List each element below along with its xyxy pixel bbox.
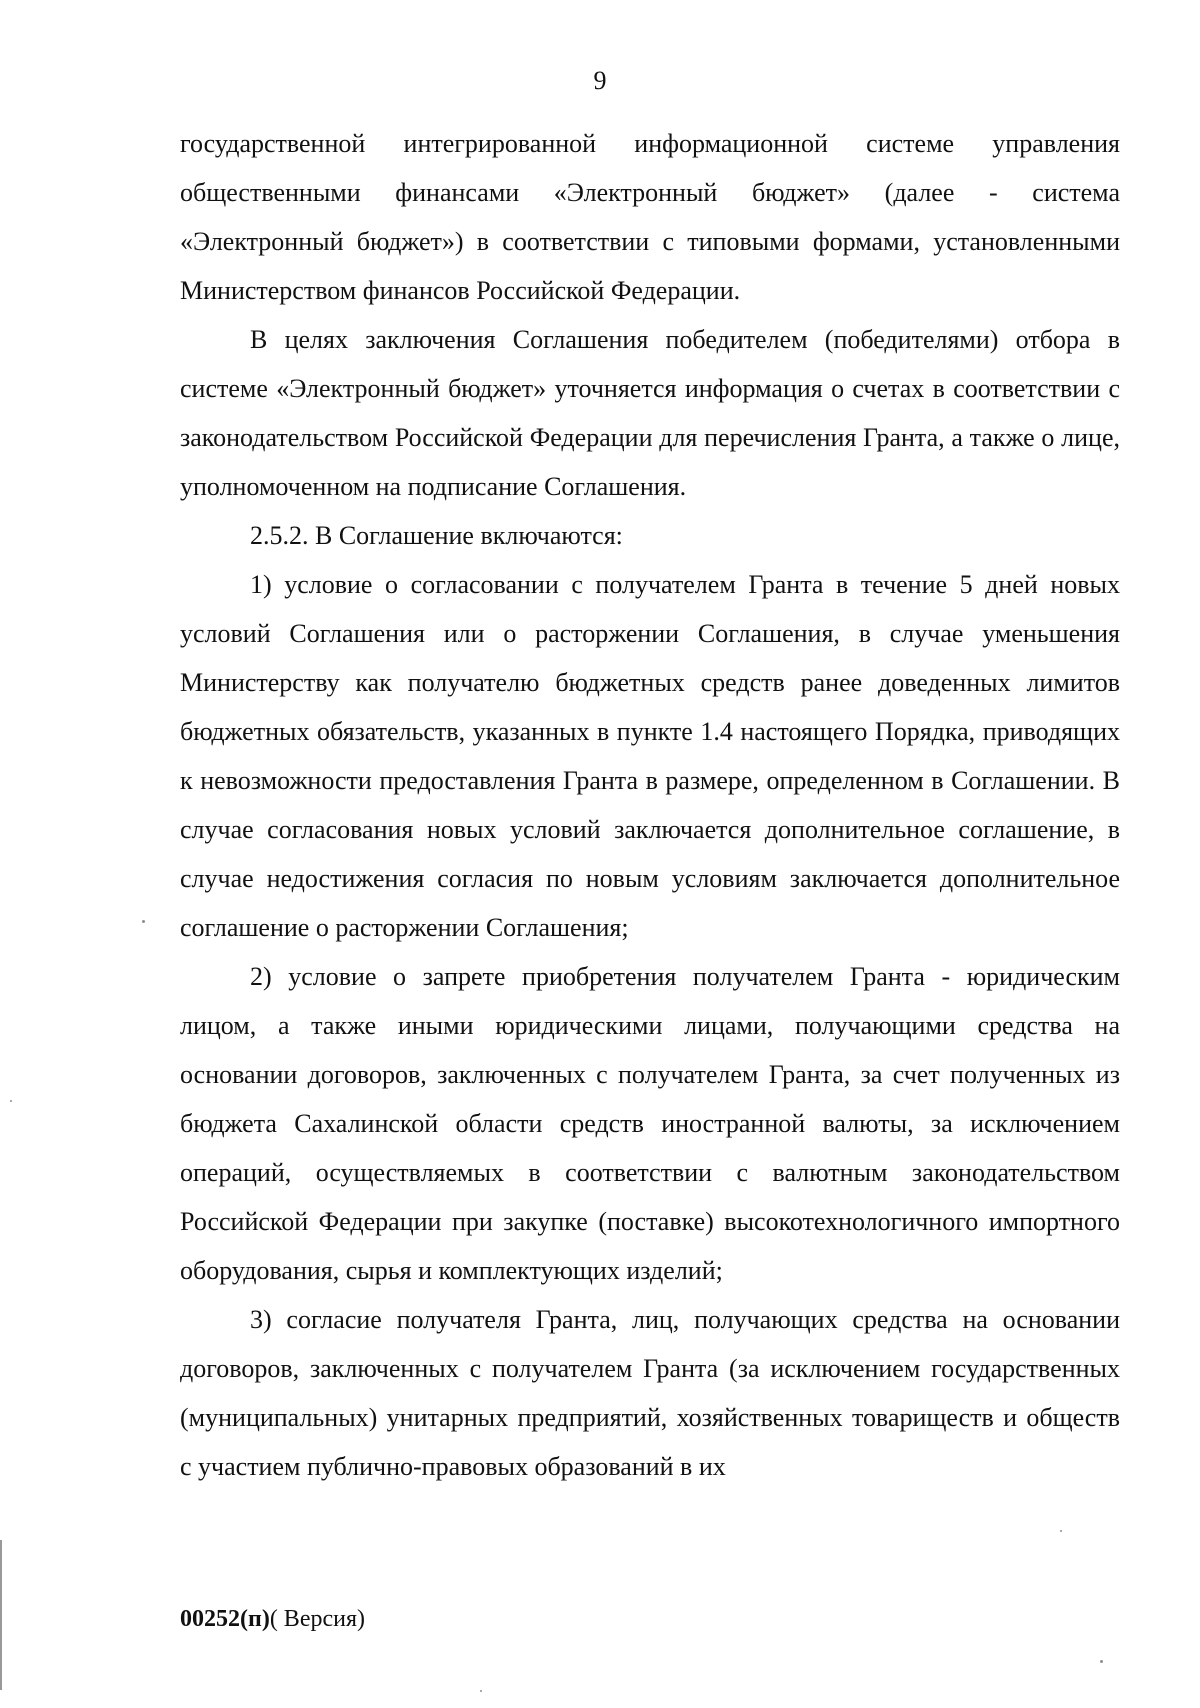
scan-speck bbox=[142, 920, 145, 923]
paragraph-item-1: 1) условие о согласовании с получателем Гранта в течение 5 дней новых условий Соглашения или о расторжении Соглашения, в случае уменьшения Министерству как получателю бюджетных средств ранее доведенных лимитов бюджетных обязательств, указанных в пункте 1.4 настоящего Порядка, приводящих к невозможности предоставления Гранта в размере, определенном в Соглашении. В случае согласования новых условий заключается дополнительное соглашение, в случае недостижения согласия по новым условиям заключается дополнительное соглашение о расторжении Соглашения; bbox=[180, 570, 1120, 942]
scan-speck bbox=[1100, 1660, 1103, 1663]
scan-edge-mark bbox=[0, 1540, 2, 1690]
paragraph-item-2: 2) условие о запрете приобретения получателем Гранта - юридическим лицом, а также иными юридическими лицами, получающими средства на основании договоров, заключенных с получателем Гранта, за счет полученных из бюджета Сахалинской области средств иностранной валюты, за исключением операций, осуществляемых в соответствии с валютным законодательством Российской Федерации при закупке (поставке) высокотехнологичного импортного оборудования, сырья и комплектующих изделий; bbox=[180, 962, 1120, 1285]
paragraph-continuation: государственной интегрированной информационной системе управления общественными финансами «Электронный бюджет» (далее - система «Электронный бюджет») в соответствии с типовыми формами, установленными Министерством финансов Российской Федерации. bbox=[180, 129, 1120, 305]
paragraph-clause-2-5-2: 2.5.2. В Соглашение включаются: bbox=[250, 521, 623, 550]
paragraph-agreement-conclusion: В целях заключения Соглашения победителем (победителями) отбора в системе «Электронный бюджет» уточняется информация о счетах в соответствии с законодательством Российской Федерации для перечисления Гранта, а также о лице, уполномоченном на подписание Соглашения. bbox=[180, 325, 1120, 501]
paragraph-item-3: 3) согласие получателя Гранта, лиц, получающих средства на основании договоров, заключенных с получателем Гранта (за исключением государственных (муниципальных) унитарных предприятий, хозяйственных товариществ и обществ с участием публично-правовых образований в их bbox=[180, 1305, 1120, 1481]
document-body bbox=[180, 119, 1120, 1491]
scan-speck bbox=[480, 1690, 482, 1692]
page-number: 9 bbox=[593, 66, 607, 95]
document-footer bbox=[180, 1604, 365, 1634]
document-code: 00252(п) bbox=[180, 1606, 270, 1632]
scan-speck bbox=[10, 1100, 12, 1102]
document-version: ( Версия) bbox=[269, 1606, 365, 1632]
scan-speck bbox=[1060, 1530, 1062, 1532]
